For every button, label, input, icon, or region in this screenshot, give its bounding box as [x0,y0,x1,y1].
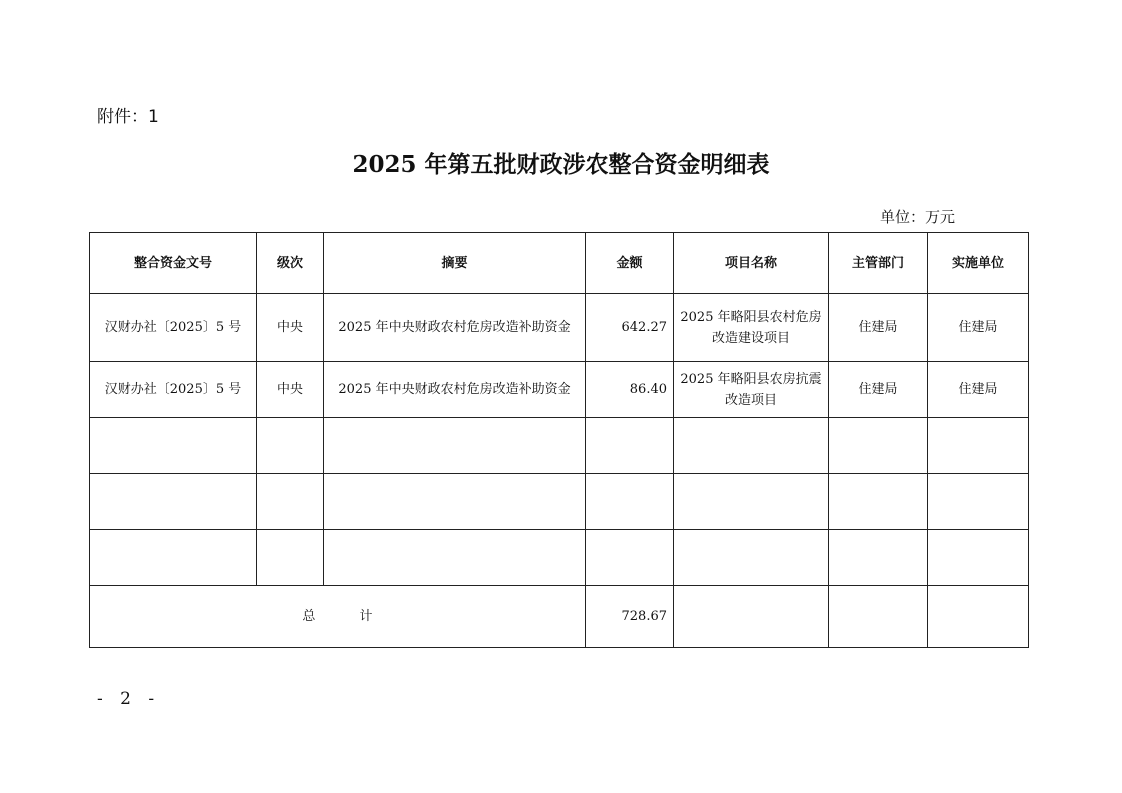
cell-doc-no: 汉财办社〔2025〕5 号 [90,362,257,418]
funds-detail-table [89,232,1029,648]
unit-label: 单位：万元 [880,208,956,226]
attachment-label: 附件：1 [97,107,159,127]
header-level: 级次 [257,233,324,294]
cell-amount: 642.27 [586,294,674,362]
total-row [90,586,1029,648]
cell-doc-no: 汉财办社〔2025〕5 号 [90,294,257,362]
cell-level: 中央 [257,362,324,418]
total-amount: 728.67 [586,586,674,648]
project-name-line1: 2025 年略阳县农村危房 [680,309,822,325]
project-name-line1: 2025 年略阳县农房抗震 [680,371,822,387]
header-amount: 金额 [586,233,674,294]
page-number: - 2 - [97,689,161,709]
table-row-empty [90,530,1029,586]
table-row [90,362,1029,418]
total-label: 总 计 [90,586,586,648]
project-name-line2: 改造建设项目 [711,330,790,346]
cell-impl-unit: 住建局 [928,294,1029,362]
table-row [90,294,1029,362]
cell-impl-unit: 住建局 [928,362,1029,418]
cell-dept: 住建局 [829,294,928,362]
table-row-empty [90,474,1029,530]
header-summary: 摘要 [324,233,586,294]
table-row-empty [90,418,1029,474]
cell-summary: 2025 年中央财政农村危房改造补助资金 [324,294,586,362]
header-dept: 主管部门 [829,233,928,294]
header-impl-unit: 实施单位 [928,233,1029,294]
document-title: 2025 年第五批财政涉农整合资金明细表 [352,151,770,178]
header-doc-no: 整合资金文号 [90,233,257,294]
cell-dept: 住建局 [829,362,928,418]
project-name-line2: 改造项目 [724,392,777,408]
cell-summary: 2025 年中央财政农村危房改造补助资金 [324,362,586,418]
cell-project-name [674,294,829,362]
cell-level: 中央 [257,294,324,362]
table-header-row [90,233,1029,294]
cell-project-name [674,362,829,418]
header-project-name: 项目名称 [674,233,829,294]
cell-amount: 86.40 [586,362,674,418]
